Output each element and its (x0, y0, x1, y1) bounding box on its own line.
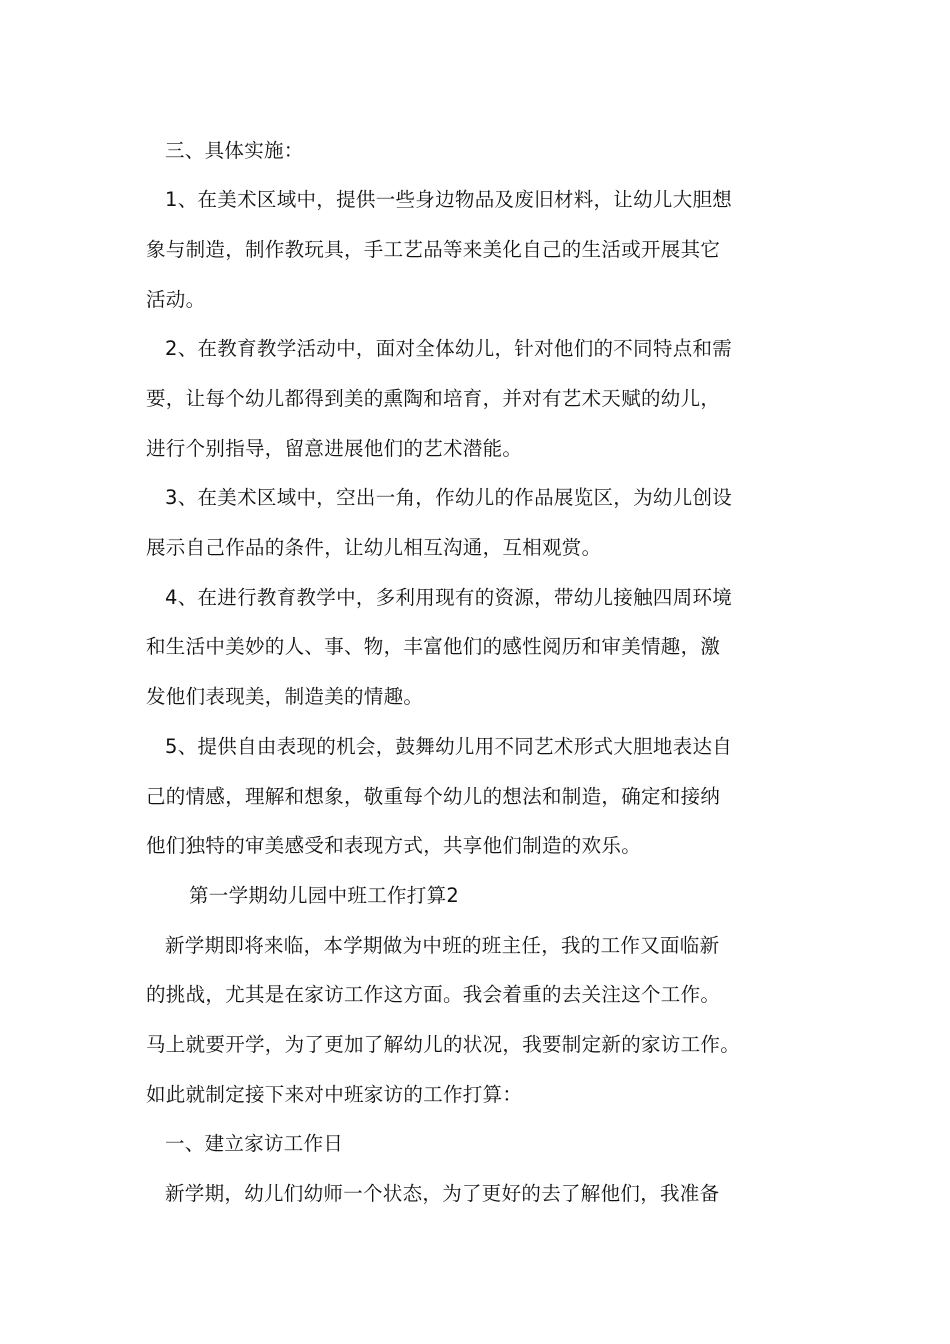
paragraph-line: 的挑战，尤其是在家访工作这方面。我会着重的去关注这个工作。 (146, 983, 721, 1006)
document-title: 第一学期幼儿园中班工作打算2 (189, 884, 460, 907)
paragraph-line: 4、在进行教育教学中，多利用现有的资源，带幼儿接触四周环境 (165, 586, 733, 609)
paragraph-line: 己的情感，理解和想象，敬重每个幼儿的想法和制造，确定和接纳 (146, 785, 721, 808)
paragraph-line: 和生活中美妙的人、事、物，丰富他们的感性阅历和审美情趣，激 (146, 635, 721, 658)
paragraph-line: 展示自己作品的条件，让幼儿相互沟通，互相观赏。 (146, 536, 602, 559)
paragraph-line: 象与制造，制作教玩具，手工艺品等来美化自己的生活或开展其它 (146, 238, 721, 261)
paragraph-line: 进行个别指导，留意进展他们的艺术潜能。 (146, 437, 523, 460)
paragraph-line: 如此就制定接下来对中班家访的工作打算： (146, 1083, 523, 1106)
section-heading-home-visit: 一、建立家访工作日 (165, 1132, 344, 1155)
paragraph-line: 2、在教育教学活动中，面对全体幼儿，针对他们的不同特点和需 (165, 337, 733, 360)
paragraph-line: 发他们表现美，制造美的情趣。 (146, 685, 424, 708)
paragraph-line: 要，让每个幼儿都得到美的熏陶和培育，并对有艺术天赋的幼儿， (146, 387, 721, 410)
paragraph-line: 他们独特的审美感受和表现方式，共享他们制造的欢乐。 (146, 834, 642, 857)
paragraph-line: 新学期，幼儿们幼师一个状态，为了更好的去了解他们，我准备 (165, 1182, 720, 1205)
section-heading-implementation: 三、具体实施： (165, 139, 304, 162)
paragraph-line: 活动。 (146, 288, 206, 311)
paragraph-line: 马上就要开学，为了更加了解幼儿的状况，我要制定新的家访工作。 (146, 1033, 741, 1056)
paragraph-line: 5、提供自由表现的机会，鼓舞幼儿用不同艺术形式大胆地表达自 (165, 735, 733, 758)
paragraph-line: 1、在美术区域中，提供一些身边物品及废旧材料，让幼儿大胆想 (165, 188, 733, 211)
paragraph-line: 新学期即将来临，本学期做为中班的班主任，我的工作又面临新 (165, 934, 720, 957)
paragraph-line: 3、在美术区域中，空出一角，作幼儿的作品展览区，为幼儿创设 (165, 486, 733, 509)
